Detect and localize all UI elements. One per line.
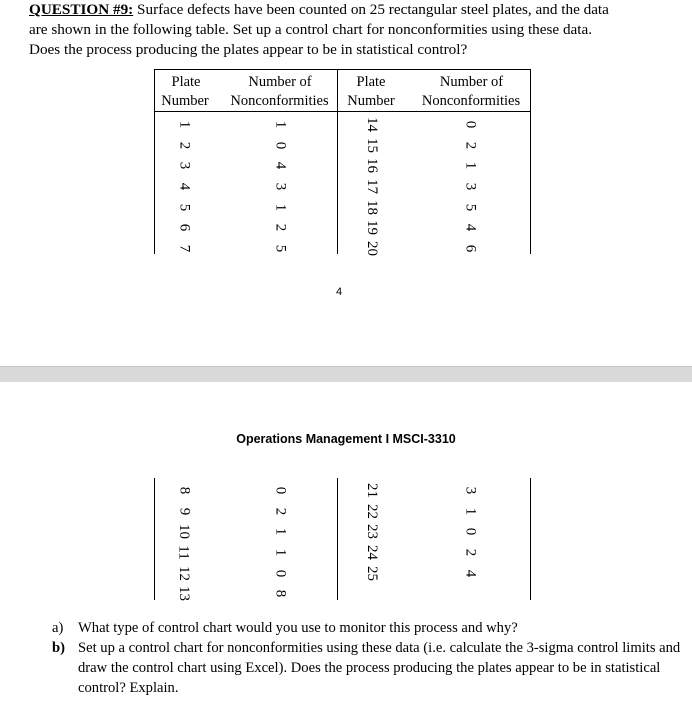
nc-1: 1 (272, 120, 289, 129)
plate-4: 4 (176, 182, 193, 191)
question-line-1: Surface defects have been counted on 25 rectangular steel plates, and the data (133, 1, 609, 18)
nc-21: 3 (462, 486, 479, 495)
nc-12: 0 (272, 569, 289, 578)
sub-questions (52, 618, 682, 698)
nc-24: 2 (462, 548, 479, 557)
plate-18: 18 (364, 200, 380, 215)
nc-22: 1 (462, 507, 479, 516)
question-label: QUESTION #9: (29, 1, 134, 18)
plate-1: 1 (176, 120, 193, 129)
page-header: Operations Management I MSCI-3310 (236, 432, 456, 446)
part-b-label: b) (52, 640, 65, 656)
table-right-border (530, 69, 531, 254)
table-header-border (154, 111, 531, 112)
header-nonconformities: Nonconformities (230, 93, 329, 109)
table-middle-border (337, 69, 338, 254)
part-a (52, 618, 682, 638)
nc-16: 1 (462, 161, 479, 170)
plate-17: 17 (364, 179, 380, 194)
nc-3: 4 (272, 161, 289, 170)
table2-right-border (530, 478, 531, 600)
nc-11: 1 (272, 548, 289, 557)
plate-14: 14 (364, 117, 380, 132)
part-a-text: What type of control chart would you use to monitor this process and why? (78, 620, 518, 636)
table-top-border (154, 69, 531, 70)
nc-17: 3 (462, 182, 479, 191)
plate-8: 8 (176, 486, 193, 495)
plate-6: 6 (176, 223, 193, 232)
nc-8: 0 (272, 486, 289, 495)
header-number-2: Number (347, 93, 395, 109)
nc-15: 2 (462, 141, 479, 150)
nc-2: 0 (272, 141, 289, 150)
nc-18: 5 (462, 203, 479, 212)
header-number: Number (161, 93, 209, 109)
part-b (52, 638, 682, 698)
plate-13: 13 (176, 586, 192, 601)
nc-4: 3 (272, 182, 289, 191)
nc-9: 2 (272, 507, 289, 516)
question-line-2: are shown in the following table. Set up a control chart for nonconformities using these data. (29, 21, 593, 38)
nc-6: 2 (272, 223, 289, 232)
plate-9: 9 (176, 507, 193, 516)
plate-12: 12 (176, 566, 192, 581)
plate-24: 24 (364, 545, 380, 560)
page-number: 4 (336, 286, 343, 298)
table2-left-border (154, 478, 155, 600)
nc-20: 6 (462, 244, 479, 253)
plate-20: 20 (364, 241, 380, 256)
plate-16: 16 (364, 158, 380, 173)
plate-11: 11 (175, 545, 192, 560)
plate-19: 19 (364, 220, 380, 235)
nc-25: 4 (462, 569, 479, 578)
header-number-of: Number of (248, 74, 312, 90)
header-plate-2: Plate (356, 74, 386, 90)
page-divider (0, 367, 692, 382)
header-plate: Plate (171, 74, 201, 90)
plate-2: 2 (176, 141, 193, 150)
question-text (29, 0, 679, 60)
nc-13: 8 (272, 589, 289, 598)
nc-14: 0 (462, 120, 479, 129)
question-line-3: Does the process producing the plates appear to be in statistical control? (29, 41, 468, 58)
part-a-label: a) (52, 620, 64, 636)
plate-7: 7 (176, 244, 193, 253)
plate-23: 23 (364, 524, 380, 539)
plate-25: 25 (364, 566, 380, 581)
plate-10: 10 (176, 524, 192, 539)
nc-10: 1 (272, 527, 289, 536)
plate-3: 3 (176, 161, 193, 170)
part-b-text: Set up a control chart for nonconformities using these data (i.e. calculate the 3-sigma control limits and draw the control chart using Excel). Does the process producing the plates appear to be in statistical control? Explain. (78, 640, 681, 696)
header-number-of-2: Number of (439, 74, 504, 90)
header-nonconformities-2: Nonconformities (421, 93, 521, 109)
nc-23: 0 (462, 527, 479, 536)
table2-middle-border (337, 478, 338, 600)
plate-21: 21 (364, 483, 380, 498)
plate-5: 5 (176, 203, 193, 212)
plate-15: 15 (364, 138, 380, 153)
nc-7: 5 (272, 244, 289, 253)
plate-22: 22 (364, 504, 380, 519)
nc-19: 4 (462, 223, 479, 232)
nc-5: 1 (272, 203, 289, 212)
